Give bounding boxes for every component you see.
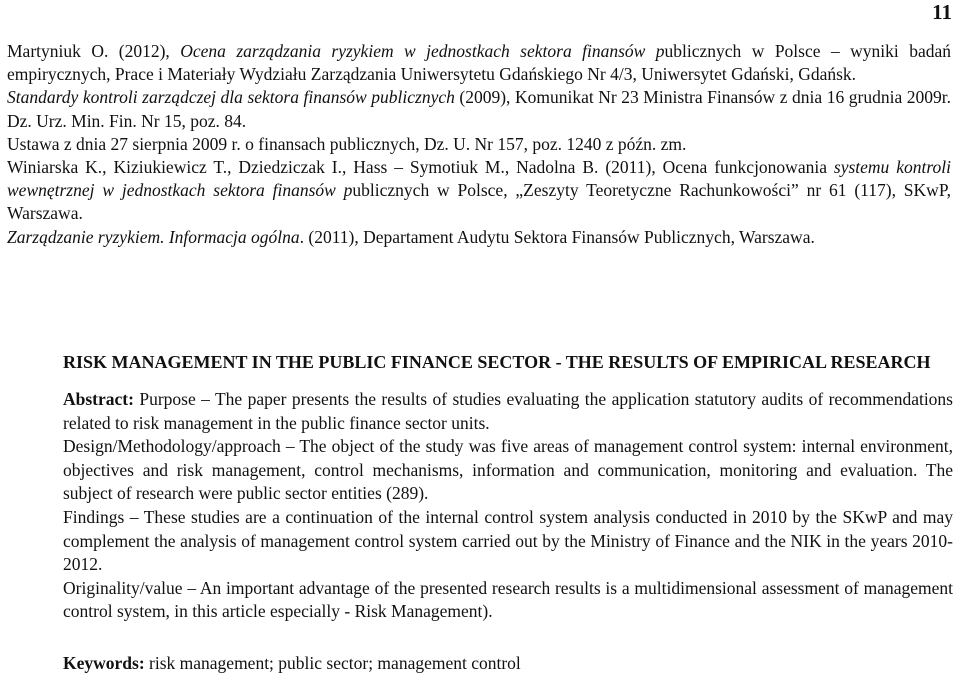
reference-item: Winiarska K., Kiziukiewicz T., Dziedziczak I., Hass – Symotiuk M., Nadolna B. (2011), Ocena funkcjonowania systemu kontroli wewnętrznej w jednostkach sektora finansów publicznych w Polsce, „Zeszyty Teoretyczne Rachunkowości” nr 61 (117), SKwP, Warszawa. — [7, 157, 951, 224]
keywords-label: Keywords: — [63, 652, 145, 673]
keywords-text: risk management; public sector; management control — [144, 652, 521, 673]
reference-item: Standardy kontroli zarządczej dla sektora finansów publicznych (2009), Komunikat Nr 23 Ministra Finansów z dnia 16 grudnia 2009r. Dz. Urz. Min. Fin. Nr 15, poz. 84. — [7, 87, 951, 131]
reference-item: Martyniuk O. (2012), Ocena zarządzania ryzykiem w jednostkach sektora finansów publicznych w Polsce – wyniki badań empirycznych, Prace i Materiały Wydziału Zarządzania Uniwersytetu Gdańskiego Nr 4/3, Uniwersytet Gdański, Gdańsk. — [7, 41, 951, 85]
paper-title: RISK MANAGEMENT IN THE PUBLIC FINANCE SECTOR - THE RESULTS OF EMPIRICAL RESEARCH — [63, 352, 931, 372]
abstract-purpose: Abstract: Purpose – The paper presents the results of studies evaluating the application statutory audits of recommendations related to risk management in the public finance sector units. — [63, 389, 953, 433]
page-number: 11 — [932, 0, 952, 24]
abstract-originality: Originality/value – An important advantage of the presented research results is a multidimensional assessment of management control system, in this article especially - Risk Management). — [63, 577, 953, 622]
abstract-design: Design/Methodology/approach – The object of the study was five areas of management control system: internal environment, objectives and risk management, control mechanisms, information and communication, monitoring and evaluation. The subject of research were public sector entities (289). — [63, 436, 953, 504]
reference-item: Zarządzanie ryzykiem. Informacja ogólna. (2011), Departament Audytu Sektora Finansów Publicznych, Warszawa. — [7, 226, 815, 247]
abstract-label: Abstract: — [63, 389, 134, 409]
reference-list — [7, 40, 951, 249]
abstract-section — [63, 350, 953, 676]
keywords — [63, 652, 953, 676]
reference-item: Ustawa z dnia 27 sierpnia 2009 r. o finansach publicznych, Dz. U. Nr 157, poz. 1240 z późn. zm. — [7, 133, 687, 154]
abstract-findings: Findings – These studies are a continuation of the internal control system analysis conducted in 2010 by the SKwP and may complement the analysis of management control system carried out by the Ministry of Finance and the NIK in the years 2010-2012. — [63, 506, 953, 575]
